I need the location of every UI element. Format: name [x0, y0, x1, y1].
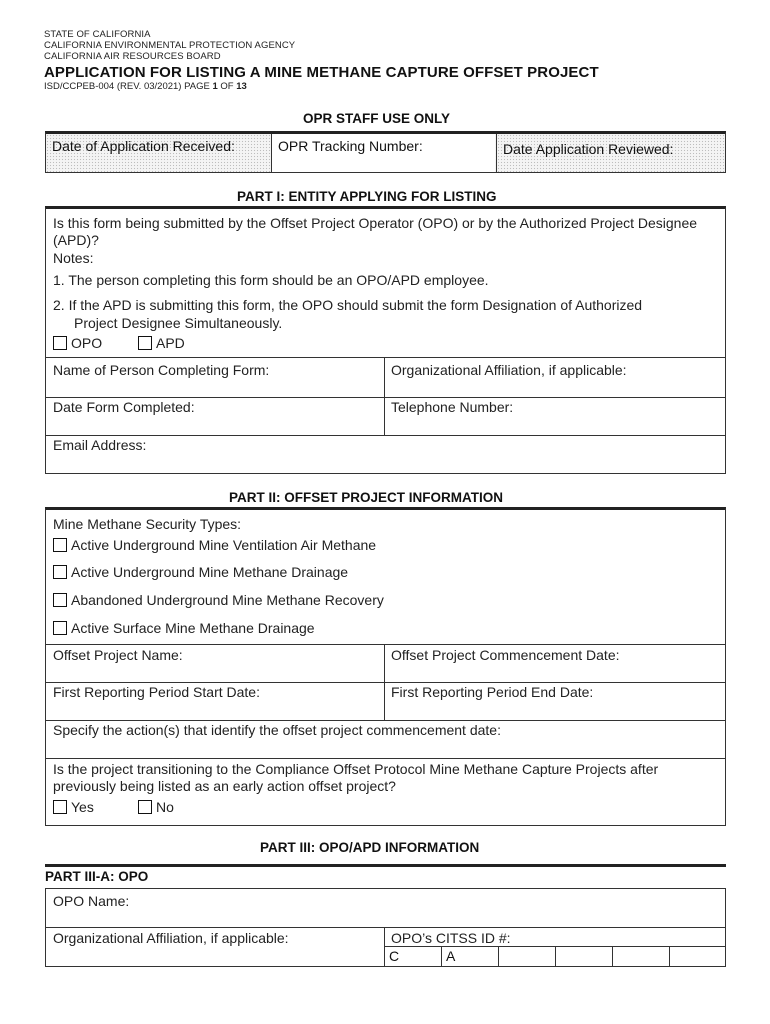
- tracking-number-label: OPR Tracking Number:: [278, 138, 423, 154]
- page-number: 1: [212, 81, 218, 92]
- yes-label: Yes: [71, 799, 94, 815]
- opo-checkbox[interactable]: [53, 336, 67, 350]
- citss-cell[interactable]: [556, 947, 613, 967]
- date-received-field[interactable]: [46, 134, 272, 172]
- org-affiliation-field[interactable]: Organizational Affiliation, if applicable:: [391, 362, 627, 378]
- staff-use-row: [45, 131, 726, 173]
- type-option[interactable]: [53, 564, 348, 581]
- apd-option-label: APD: [156, 335, 185, 351]
- rev-prefix: ISD/CCPEB-004 (REV. 03/2021) PAGE: [44, 81, 213, 92]
- part1-notes-label: Notes:: [53, 250, 94, 266]
- date-reviewed-field[interactable]: [497, 134, 725, 172]
- divider: [45, 758, 726, 759]
- part1-note-1: 1. The person completing this form should be an OPO/APD employee.: [53, 272, 489, 288]
- part1-question: Is this form being submitted by the Offset Project Operator (OPO) or by the Authorized Project Designee (APD)?: [53, 215, 698, 248]
- divider: [45, 397, 726, 398]
- transition-question-2: previously being listed as an early action offset project?: [53, 778, 396, 794]
- type-option[interactable]: [53, 620, 315, 637]
- no-label: No: [156, 799, 174, 815]
- no-checkbox[interactable]: [138, 800, 152, 814]
- part1-note-2a: 2. If the APD is submitting this form, the OPO should submit the form Designation of Authorized: [53, 297, 643, 313]
- divider: [45, 720, 726, 721]
- citss-cell[interactable]: [670, 947, 726, 967]
- email-field[interactable]: Email Address:: [53, 437, 147, 453]
- form-revision: [44, 81, 247, 92]
- divider: [45, 357, 726, 358]
- part1-note-2b: Project Designee Simultaneously.: [74, 315, 283, 331]
- type-checkbox[interactable]: [53, 621, 67, 635]
- opo-org-affiliation-field[interactable]: Organizational Affiliation, if applicable:: [53, 930, 289, 946]
- citss-id-table: [385, 946, 726, 966]
- staff-section-title: OPR STAFF USE ONLY: [303, 111, 451, 126]
- page-total: 13: [236, 81, 247, 92]
- type-checkbox[interactable]: [53, 538, 67, 552]
- date-received-label: Date of Application Received:: [52, 138, 235, 154]
- part3a-heading: [45, 864, 726, 884]
- tracking-number-field[interactable]: [272, 134, 497, 172]
- yes-option[interactable]: [53, 799, 94, 816]
- opo-option-label: OPO: [71, 335, 103, 351]
- opo-name-field[interactable]: OPO Name:: [53, 893, 130, 909]
- part2-title: PART II: OFFSET PROJECT INFORMATION: [229, 490, 503, 505]
- citss-cell[interactable]: A: [442, 947, 499, 967]
- citss-label: OPO’s CITSS ID #:: [391, 930, 511, 946]
- citss-cell[interactable]: C: [385, 947, 442, 967]
- type-option[interactable]: [53, 592, 384, 609]
- telephone-field[interactable]: Telephone Number:: [391, 399, 514, 415]
- type-option[interactable]: [53, 537, 376, 554]
- project-name-field[interactable]: Offset Project Name:: [53, 647, 183, 663]
- apd-checkbox[interactable]: [138, 336, 152, 350]
- no-option[interactable]: [138, 799, 174, 816]
- citss-cell[interactable]: [613, 947, 670, 967]
- opo-option[interactable]: [53, 335, 102, 352]
- divider: [45, 682, 726, 683]
- date-completed-field[interactable]: Date Form Completed:: [53, 399, 195, 415]
- part1-title: PART I: ENTITY APPLYING FOR LISTING: [237, 189, 497, 204]
- person-name-field[interactable]: Name of Person Completing Form:: [53, 362, 270, 378]
- transition-question-1: Is the project transitioning to the Compliance Offset Protocol Mine Methane Capture Projects after: [53, 761, 659, 777]
- date-reviewed-label: Date Application Reviewed:: [503, 141, 674, 157]
- divider: [45, 644, 726, 645]
- apd-option[interactable]: [138, 335, 185, 352]
- type-checkbox[interactable]: [53, 565, 67, 579]
- citss-cell[interactable]: [499, 947, 556, 967]
- type-label: Active Surface Mine Methane Drainage: [71, 620, 315, 636]
- type-label: Abandoned Underground Mine Methane Recovery: [71, 592, 384, 608]
- divider: [45, 435, 726, 436]
- commencement-date-field[interactable]: Offset Project Commencement Date:: [391, 647, 620, 663]
- type-label: Active Underground Mine Ventilation Air Methane: [71, 537, 377, 553]
- type-label: Active Underground Mine Methane Drainage: [71, 564, 349, 580]
- commencement-actions-field[interactable]: Specify the action(s) that identify the offset project commencement date:: [53, 722, 501, 738]
- divider: [45, 927, 726, 928]
- part3-title: PART III: OPO/APD INFORMATION: [260, 840, 480, 855]
- type-checkbox[interactable]: [53, 593, 67, 607]
- part3a-title: PART III-A: OPO: [45, 869, 149, 884]
- first-start-field[interactable]: First Reporting Period Start Date:: [53, 684, 260, 700]
- form-title: APPLICATION FOR LISTING A MINE METHANE CAPTURE OFFSET PROJECT: [44, 64, 599, 81]
- security-types-label: Mine Methane Security Types:: [53, 516, 242, 532]
- agency-line-3: CALIFORNIA AIR RESOURCES BOARD: [44, 51, 221, 62]
- first-end-field[interactable]: First Reporting Period End Date:: [391, 684, 594, 700]
- agency-line-2: CALIFORNIA ENVIRONMENTAL PROTECTION AGENCY: [44, 40, 296, 51]
- yes-checkbox[interactable]: [53, 800, 67, 814]
- page-of: OF: [217, 81, 237, 92]
- agency-line-1: STATE OF CALIFORNIA: [44, 29, 151, 40]
